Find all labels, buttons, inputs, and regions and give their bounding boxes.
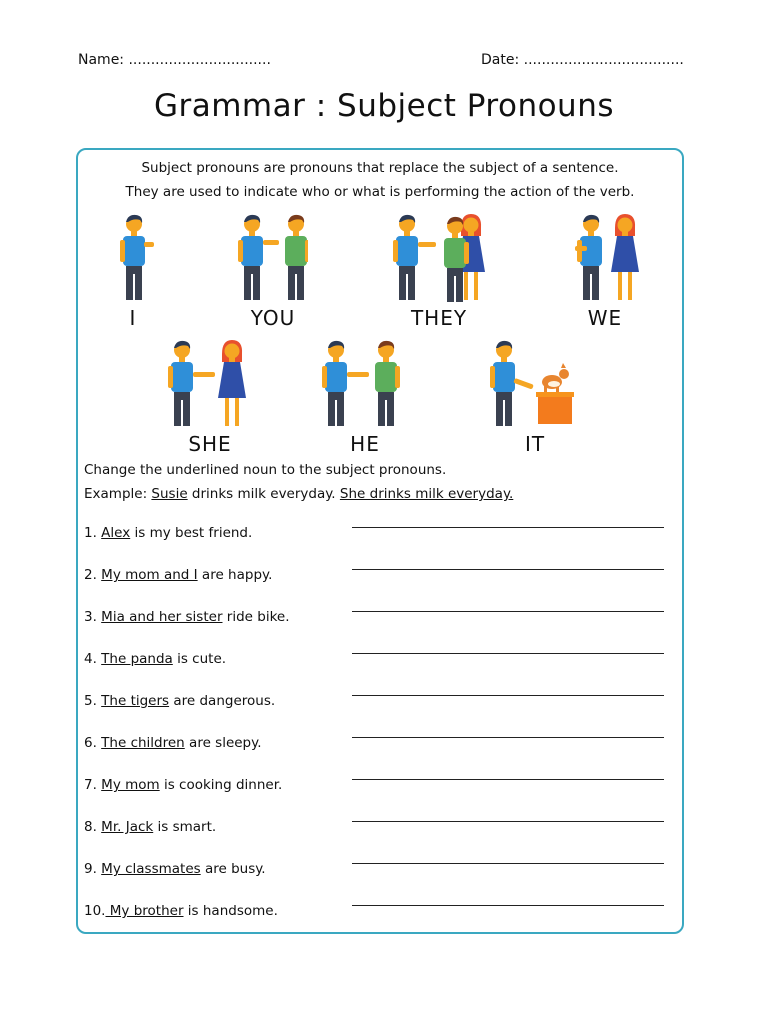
pronoun-label-i: I — [129, 306, 137, 330]
figure-he — [320, 338, 410, 428]
figure-it — [488, 338, 578, 428]
question-6 — [84, 735, 262, 751]
question-noun: My brother — [105, 903, 184, 919]
example-noun: Susie — [151, 486, 188, 502]
question-noun: My mom and I — [101, 567, 198, 583]
name-label: Name: — [78, 52, 125, 68]
date-field[interactable] — [481, 52, 684, 68]
question-noun: Mia and her sister — [101, 609, 223, 625]
question-8 — [84, 819, 216, 835]
header-row — [78, 52, 686, 74]
question-9 — [84, 861, 266, 877]
name-field[interactable] — [78, 52, 271, 68]
answer-line-3[interactable] — [352, 611, 664, 612]
question-rest: are sleepy. — [184, 735, 262, 751]
question-noun: The children — [101, 735, 185, 751]
question-noun: The tigers — [101, 693, 170, 709]
answer-line-9[interactable] — [352, 863, 664, 864]
pronoun-label-he: HE — [350, 432, 380, 456]
figure-she — [166, 338, 256, 428]
question-noun: My mom — [101, 777, 160, 793]
answer-line-7[interactable] — [352, 779, 664, 780]
question-rest: are dangerous. — [169, 693, 276, 709]
question-rest: is my best friend. — [130, 525, 253, 541]
question-number: 9. — [84, 861, 102, 877]
question-3 — [84, 609, 290, 625]
intro-line-2: They are used to indicate who or what is performing the action of the verb. — [125, 184, 635, 200]
question-number: 6. — [84, 735, 102, 751]
figure-you — [238, 212, 308, 302]
pronoun-label-she: SHE — [188, 432, 232, 456]
answer-line-6[interactable] — [352, 737, 664, 738]
question-rest: is cooking dinner. — [159, 777, 283, 793]
pronoun-label-they: THEY — [410, 306, 468, 330]
intro-text — [76, 156, 684, 204]
intro-line-1: Subject pronouns are pronouns that replace the subject of a sentence. — [141, 160, 619, 176]
question-7 — [84, 777, 282, 793]
question-number: 1. — [84, 525, 102, 541]
instructions-example — [84, 486, 513, 502]
name-dots: ................................ — [128, 52, 271, 68]
answer-line-8[interactable] — [352, 821, 664, 822]
date-dots: .................................... — [523, 52, 684, 68]
question-rest: are busy. — [200, 861, 266, 877]
question-number: 5. — [84, 693, 102, 709]
example-rest: drinks milk everyday. — [187, 486, 336, 502]
question-noun: The panda — [101, 651, 173, 667]
question-number: 7. — [84, 777, 102, 793]
question-rest: ride bike. — [222, 609, 290, 625]
question-number: 10. — [84, 903, 106, 919]
example-answer: She drinks milk everyday. — [339, 486, 514, 502]
instructions-task: Change the underlined noun to the subject pronouns. — [84, 462, 447, 478]
question-1 — [84, 525, 252, 541]
question-2 — [84, 567, 272, 583]
answer-line-4[interactable] — [352, 653, 664, 654]
question-number: 8. — [84, 819, 102, 835]
question-4 — [84, 651, 226, 667]
question-noun: Mr. Jack — [101, 819, 154, 835]
pronoun-label-you: YOU — [250, 306, 296, 330]
figure-they — [393, 212, 493, 302]
figure-i — [118, 212, 158, 302]
question-5 — [84, 693, 275, 709]
page-title: Grammar : Subject Pronouns — [153, 88, 615, 124]
question-noun: My classmates — [101, 861, 201, 877]
figure-we — [573, 212, 648, 302]
question-number: 3. — [84, 609, 102, 625]
question-10 — [84, 903, 278, 919]
answer-line-1[interactable] — [352, 527, 664, 528]
date-label: Date: — [481, 52, 520, 68]
answer-line-2[interactable] — [352, 569, 664, 570]
question-number: 4. — [84, 651, 102, 667]
question-rest: are happy. — [197, 567, 273, 583]
question-rest: is cute. — [172, 651, 227, 667]
question-number: 2. — [84, 567, 102, 583]
question-noun: Alex — [101, 525, 131, 541]
pronoun-label-it: IT — [524, 432, 546, 456]
example-label: Example: — [84, 486, 148, 502]
answer-line-5[interactable] — [352, 695, 664, 696]
question-rest: is smart. — [153, 819, 217, 835]
pronoun-label-we: WE — [587, 306, 623, 330]
answer-line-10[interactable] — [352, 905, 664, 906]
question-rest: is handsome. — [183, 903, 278, 919]
